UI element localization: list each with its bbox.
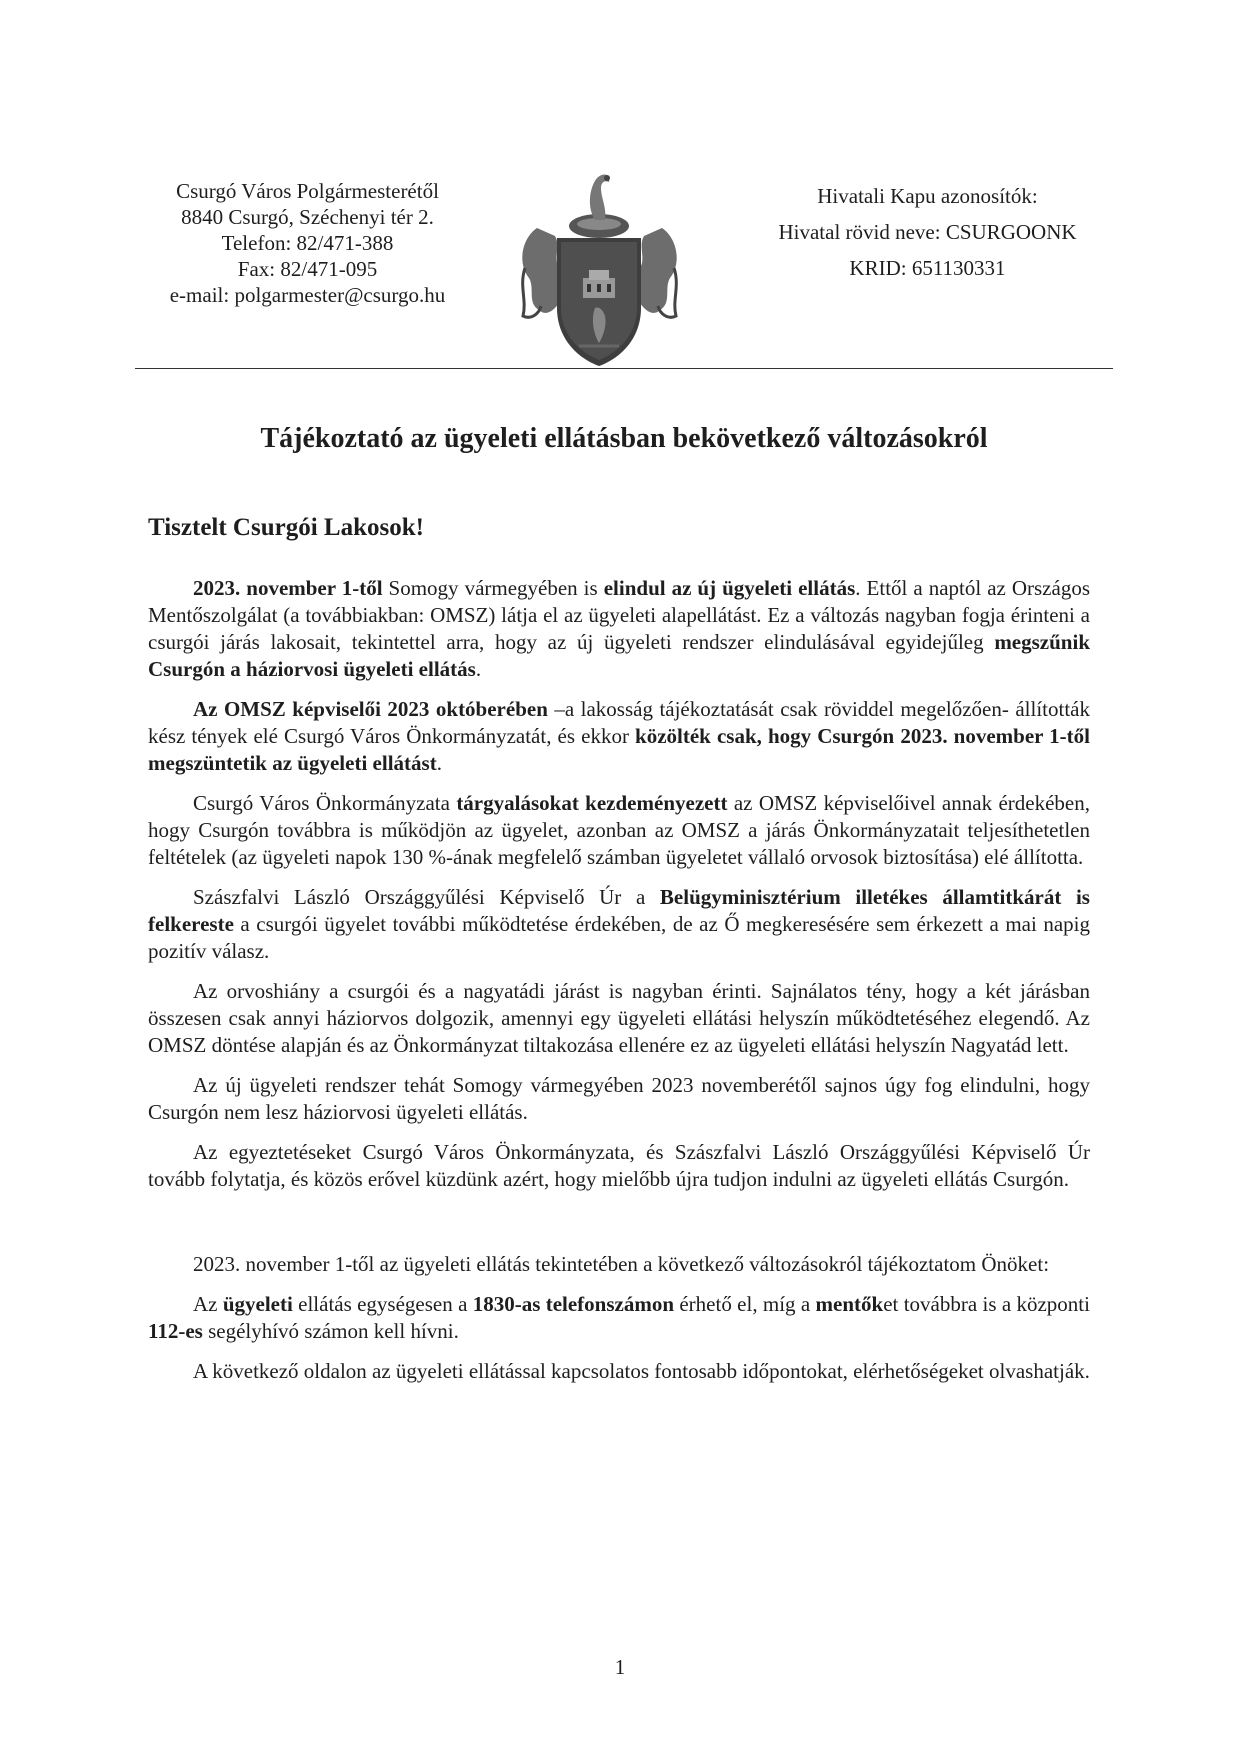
- bold-text-run: tárgyalásokat kezdeményezett: [456, 791, 728, 815]
- text-run: Az: [193, 1292, 223, 1316]
- header-divider: [135, 368, 1113, 369]
- bold-text-run: közölték csak, hogy Csurgón 2023. november 1-től megszüntetik az ügyeleti ellátást: [148, 724, 1090, 775]
- bold-text-run: Az OMSZ képviselői 2023 októberében: [193, 697, 548, 721]
- paragraph: [148, 884, 1090, 965]
- text-run: Csurgó Város Önkormányzata: [193, 791, 457, 815]
- bold-text-run: elindul az új ügyeleti ellátás: [603, 576, 856, 600]
- text-run: . Ettől a naptól az Országos Mentőszolgálat (a továbbiakban: OMSZ) látja el az ügyeleti alapellátást. Ez a változás nagyban fogja érinteni a csurgói járás lakosait, tekintettel arra, hogy az új ügyeleti rendszer elindulásával egyidejűleg: [148, 576, 1090, 654]
- text-run: .: [475, 657, 482, 681]
- text-run: –a lakosság tájékoztatását csak röviddel megelőzően- állították kész tények elé Csurgó Város Önkormányzatát, és ekkor: [148, 697, 1090, 748]
- text-run: Szászfalvi László Országgyűlési Képviselő Úr a: [193, 885, 660, 909]
- text-run: Somogy vármegyében is: [382, 576, 604, 600]
- bold-text-run: 1830-as telefonszámon: [472, 1292, 675, 1316]
- coat-of-arms-icon: [517, 168, 682, 368]
- paragraph: [148, 790, 1090, 871]
- bold-text-run: 112-es: [148, 1319, 203, 1343]
- text-run: .: [436, 751, 442, 775]
- sender-line: e-mail: polgarmester@csurgo.hu: [169, 283, 446, 307]
- bold-text-run: Belügyminisztérium illetékes államtitkárát is felkereste: [148, 885, 1090, 936]
- text-run: érhető el, míg a: [674, 1292, 816, 1316]
- bold-text-run: mentők: [815, 1292, 884, 1316]
- page-number: 1: [614, 1655, 626, 1679]
- bold-text-run: megszűnik Csurgón a háziorvosi ügyeleti ellátás: [148, 630, 1090, 681]
- paragraph: [148, 575, 1090, 683]
- bold-text-run: 2023. november 1-től: [193, 576, 383, 600]
- text-run: ellátás egységesen a: [292, 1292, 473, 1316]
- text-run: segélyhívó számon kell hívni.: [202, 1319, 459, 1343]
- sender-address-block: [135, 178, 480, 308]
- sender-line: Telefon: 82/471-388: [221, 231, 394, 255]
- text-run: Az új ügyeleti rendszer tehát Somogy vármegyében 2023 novemberétől sajnos úgy fog elindulni, hogy Csurgón nem lesz háziorvosi ügyeleti ellátás.: [148, 1073, 1090, 1124]
- bold-text-run: ügyeleti: [222, 1292, 293, 1316]
- text-run: Az egyeztetéseket Csurgó Város Önkormányzata, és Szászfalvi László Országgyűlési Képviselő Úr tovább folytatja, és közös erővel küzdünk azért, hogy mielőbb újra tudjon indulni az ügyeleti ellátás Csurgón.: [148, 1140, 1090, 1191]
- paragraph: [148, 1072, 1090, 1126]
- body-text: [148, 575, 1090, 1398]
- kapu-line: KRID: 651130331: [849, 256, 1006, 280]
- paragraph: [148, 696, 1090, 777]
- text-run: Az orvoshiány a csurgói és a nagyatádi járást is nagyban érinti. Sajnálatos tény, hogy a két járásban összesen csak annyi háziorvos dolgozik, amennyi egy ügyeleti ellátási helyszín működtetéséhez elegendő. Az OMSZ döntése alapján és az Önkormányzat tiltakozása ellenére ez az ügyeleti ellátási helyszín Nagyatád lett.: [148, 979, 1090, 1057]
- paragraph: [148, 1291, 1090, 1345]
- kapu-line: Hivatali Kapu azonosítók:: [817, 184, 1038, 208]
- sender-line: Fax: 82/471-095: [237, 257, 378, 281]
- text-run: az OMSZ képviselőivel annak érdekében, hogy Csurgón továbbra is működjön az ügyelet, azonban az OMSZ a járás Önkormányzatait teljesíthetetlen feltételek (az ügyeleti napok 130 %-ának megfelelő számban ügyeletet vállaló orvosok biztosítása) elé állította.: [148, 791, 1090, 869]
- sender-line: Csurgó Város Polgármesterétől: [176, 179, 439, 203]
- paragraph: [148, 1358, 1090, 1385]
- text-run: A következő oldalon az ügyeleti ellátással kapcsolatos fontosabb időpontokat, elérhetőségeket olvashatják.: [193, 1359, 1090, 1383]
- salutation: Tisztelt Csurgói Lakosok!: [148, 514, 424, 541]
- text-run: a csurgói ügyelet további működtetése érdekében, de az Ő megkeresésére sem érkezett a mai napig pozitív válasz.: [148, 912, 1090, 963]
- hivatali-kapu-block: [740, 178, 1115, 286]
- sender-line: 8840 Csurgó, Széchenyi tér 2.: [181, 205, 434, 229]
- paragraph: [148, 978, 1090, 1059]
- text-run: et továbbra is a központi: [883, 1292, 1090, 1316]
- paragraph: [148, 1139, 1090, 1193]
- text-run: 2023. november 1-től az ügyeleti ellátás tekintetében a következő változásokról tájékoztatom Önöket:: [193, 1252, 1050, 1276]
- kapu-line: Hivatal rövid neve: CSURGOONK: [778, 220, 1077, 244]
- paragraph: [148, 1251, 1090, 1278]
- document-title: Tájékoztató az ügyeleti ellátásban bekövetkező változásokról: [260, 423, 988, 454]
